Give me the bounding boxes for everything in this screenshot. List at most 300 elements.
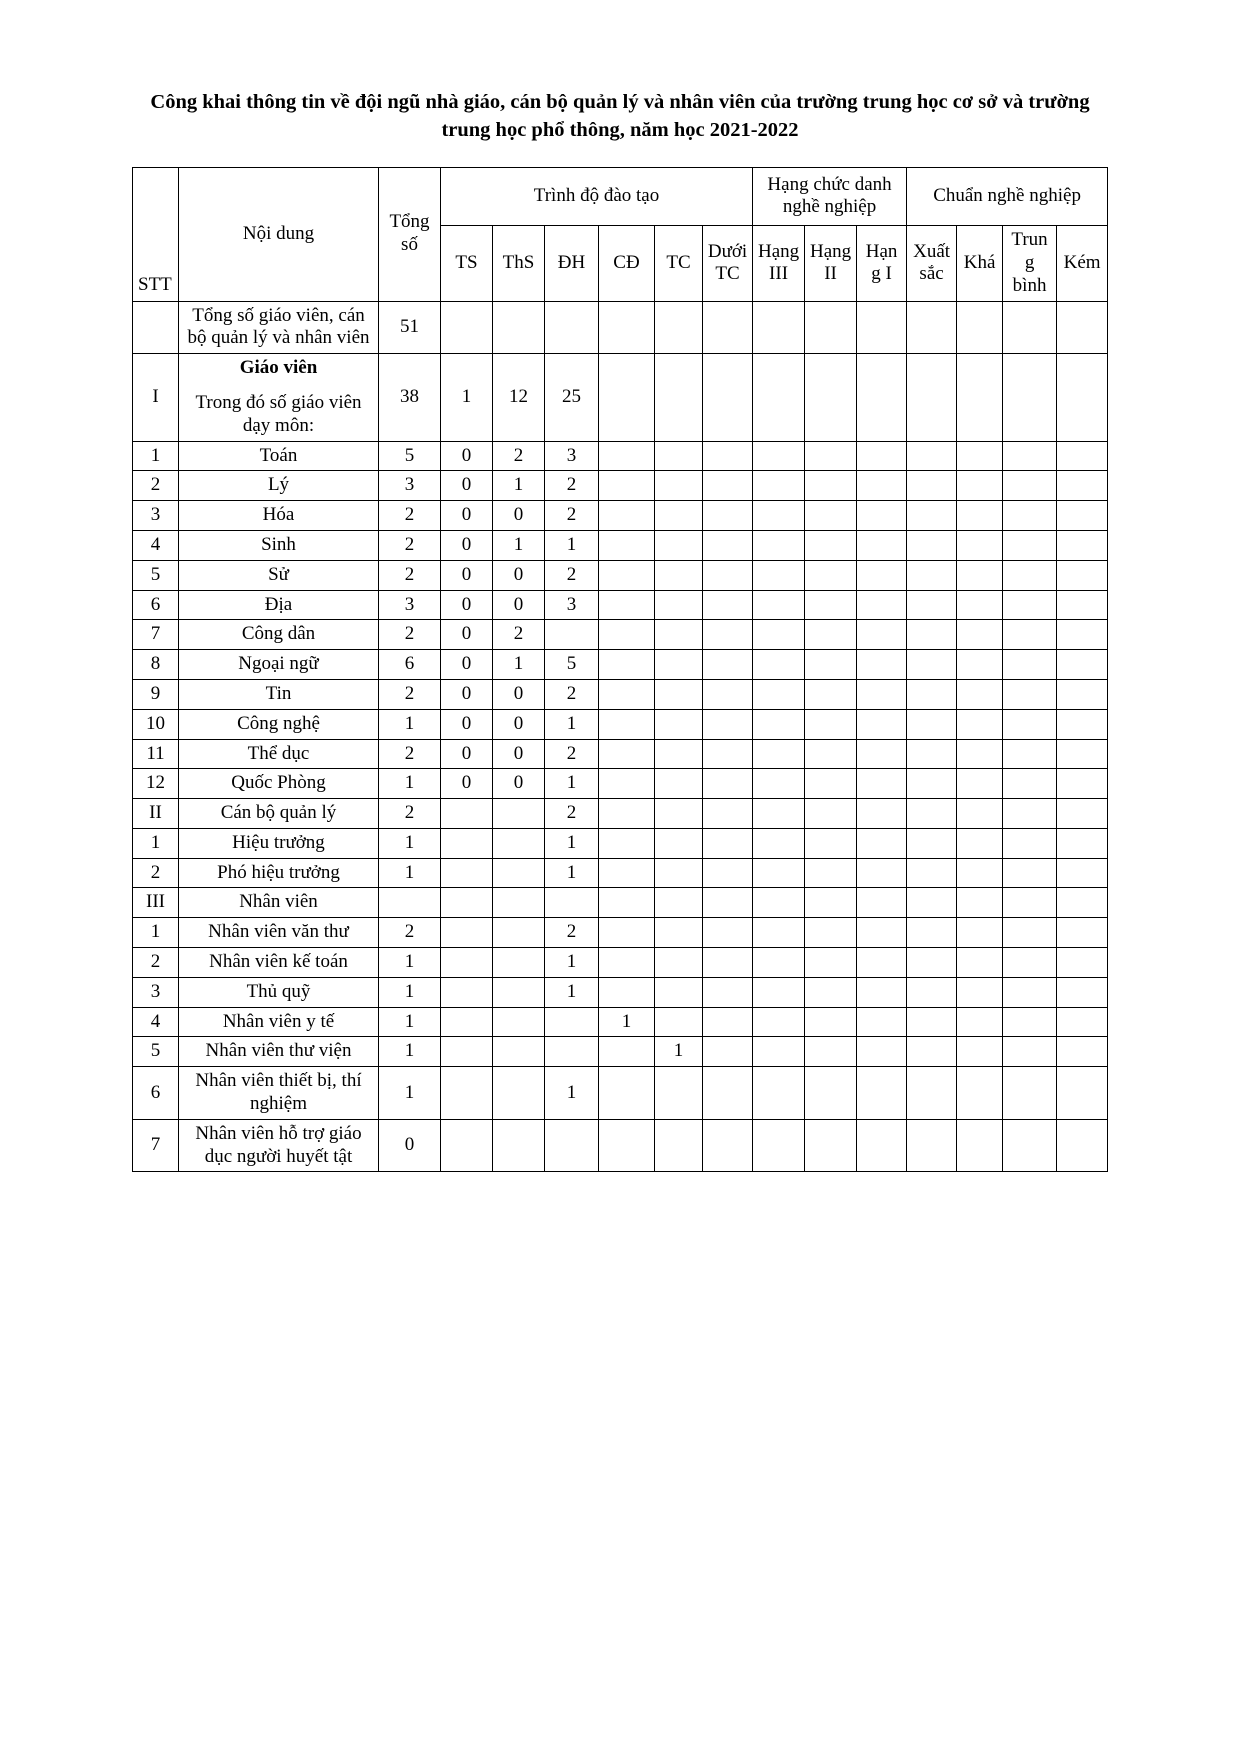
row-cell-hang-ii [805,888,857,918]
row-cell-xuat-sac [907,709,957,739]
row-cell-hang-i [857,769,907,799]
row-cell-cd [599,530,655,560]
row-cell-cd [599,828,655,858]
row-cell-dh: 25 [545,354,599,441]
row-cell-tc [655,590,703,620]
table-row [133,1007,1108,1037]
row-cell-duoi-tc [703,828,753,858]
row-cell-duoi-tc [703,918,753,948]
row-cell-hang-ii [805,769,857,799]
row-cell-tc [655,828,703,858]
row-cell-hang-ii [805,918,857,948]
row-cell-kem [1057,441,1108,471]
row-cell-trung-binh [1003,301,1057,354]
row-cell-trung-binh [1003,918,1057,948]
row-cell-ths [493,1037,545,1067]
row-stt: III [133,888,179,918]
row-cell-hang-iii [753,441,805,471]
row-tong-so: 6 [379,650,441,680]
row-cell-tc [655,739,703,769]
row-cell-ths [493,301,545,354]
row-cell-xuat-sac [907,828,957,858]
row-cell-kha [957,590,1003,620]
row-stt: 1 [133,918,179,948]
row-cell-hang-ii [805,858,857,888]
row-cell-cd [599,620,655,650]
row-cell-hang-i [857,1067,907,1120]
row-cell-ths: 0 [493,679,545,709]
row-cell-kem [1057,948,1108,978]
row-cell-kha [957,888,1003,918]
row-stt: 12 [133,769,179,799]
row-cell-hang-i [857,918,907,948]
row-cell-tc [655,888,703,918]
row-tong-so: 2 [379,799,441,829]
row-label: Nhân viên thư viện [179,1037,379,1067]
row-cell-kem [1057,977,1108,1007]
header-col-hang-ii: Hạng II [805,226,857,301]
row-cell-dh: 1 [545,709,599,739]
row-cell-kha [957,799,1003,829]
row-cell-ts [441,948,493,978]
row-label: Nhân viên [179,888,379,918]
table-row [133,828,1108,858]
row-cell-ths: 2 [493,441,545,471]
row-cell-xuat-sac [907,1067,957,1120]
row-cell-duoi-tc [703,799,753,829]
row-cell-trung-binh [1003,354,1057,441]
row-cell-ts: 0 [441,530,493,560]
row-cell-hang-ii [805,739,857,769]
table-row [133,501,1108,531]
row-cell-hang-ii [805,530,857,560]
row-label: Toán [179,441,379,471]
row-cell-hang-i [857,739,907,769]
row-tong-so: 2 [379,530,441,560]
row-tong-so: 1 [379,977,441,1007]
row-cell-kha [957,354,1003,441]
header-col-duoi-tc: Dưới TC [703,226,753,301]
row-cell-dh [545,1119,599,1172]
table-row [133,769,1108,799]
row-cell-trung-binh [1003,739,1057,769]
row-cell-dh: 2 [545,799,599,829]
header-col-trung-binh: Trung bình [1003,226,1057,301]
row-cell-xuat-sac [907,441,957,471]
table-row [133,650,1108,680]
row-cell-kha [957,471,1003,501]
row-cell-ths: 12 [493,354,545,441]
header-col-xuat-sac: Xuất sắc [907,226,957,301]
table-row [133,1119,1108,1172]
row-cell-hang-ii [805,709,857,739]
row-cell-kha [957,977,1003,1007]
row-cell-dh: 1 [545,858,599,888]
row-cell-hang-ii [805,948,857,978]
row-cell-hang-i [857,620,907,650]
row-label: Công nghệ [179,709,379,739]
row-cell-hang-i [857,530,907,560]
row-cell-cd [599,650,655,680]
row-cell-xuat-sac [907,501,957,531]
row-cell-kha [957,918,1003,948]
row-cell-hang-ii [805,441,857,471]
table-row [133,679,1108,709]
row-cell-xuat-sac [907,679,957,709]
row-cell-cd [599,501,655,531]
table-row [133,441,1108,471]
row-cell-kem [1057,530,1108,560]
row-cell-ts [441,888,493,918]
row-cell-hang-ii [805,501,857,531]
row-cell-hang-ii [805,828,857,858]
row-cell-ths [493,888,545,918]
row-cell-duoi-tc [703,354,753,441]
row-cell-ths [493,948,545,978]
row-tong-so: 1 [379,1007,441,1037]
row-cell-kem [1057,1119,1108,1172]
row-cell-cd [599,739,655,769]
row-cell-kha [957,650,1003,680]
row-cell-cd [599,590,655,620]
row-cell-dh: 2 [545,679,599,709]
row-cell-hang-i [857,354,907,441]
row-cell-cd [599,888,655,918]
row-cell-xuat-sac [907,650,957,680]
row-cell-trung-binh [1003,799,1057,829]
row-stt: 6 [133,1067,179,1120]
table-row [133,948,1108,978]
row-cell-kha [957,620,1003,650]
row-cell-ts: 0 [441,769,493,799]
row-stt: 11 [133,739,179,769]
row-tong-so: 3 [379,471,441,501]
row-cell-hang-ii [805,620,857,650]
row-cell-cd [599,948,655,978]
row-cell-dh: 1 [545,977,599,1007]
row-cell-ths: 0 [493,739,545,769]
row-cell-xuat-sac [907,948,957,978]
row-cell-kha [957,441,1003,471]
row-cell-ts: 0 [441,620,493,650]
row-tong-so: 1 [379,709,441,739]
row-cell-hang-ii [805,1067,857,1120]
row-cell-dh: 2 [545,501,599,531]
table-header [133,167,1108,301]
row-cell-trung-binh [1003,590,1057,620]
row-cell-tc [655,977,703,1007]
row-cell-kha [957,858,1003,888]
row-cell-ts [441,799,493,829]
row-cell-hang-ii [805,301,857,354]
row-cell-hang-i [857,858,907,888]
row-cell-dh: 1 [545,828,599,858]
row-cell-cd [599,354,655,441]
row-stt: 2 [133,858,179,888]
row-cell-ts: 0 [441,560,493,590]
row-cell-hang-i [857,828,907,858]
row-cell-duoi-tc [703,301,753,354]
row-label: Lý [179,471,379,501]
row-cell-duoi-tc [703,590,753,620]
row-cell-tc: 1 [655,1037,703,1067]
row-cell-ts [441,828,493,858]
row-label: Nhân viên kế toán [179,948,379,978]
row-tong-so [379,888,441,918]
row-tong-so: 1 [379,1067,441,1120]
row-cell-ts: 0 [441,739,493,769]
row-cell-dh: 2 [545,560,599,590]
row-cell-ts: 0 [441,501,493,531]
row-cell-dh: 2 [545,471,599,501]
row-cell-dh: 1 [545,1067,599,1120]
row-cell-ths [493,1007,545,1037]
row-label: Nhân viên thiết bị, thí nghiệm [179,1067,379,1120]
row-cell-hang-i [857,471,907,501]
row-cell-kem [1057,769,1108,799]
table-row [133,620,1108,650]
row-label: Nhân viên hỗ trợ giáo dục người huyết tật [179,1119,379,1172]
row-cell-xuat-sac [907,858,957,888]
row-stt: 2 [133,471,179,501]
row-cell-hang-iii [753,888,805,918]
row-cell-duoi-tc [703,620,753,650]
row-cell-hang-iii [753,799,805,829]
row-cell-cd [599,977,655,1007]
row-cell-ths [493,918,545,948]
row-cell-kha [957,1067,1003,1120]
row-label: Hiệu trưởng [179,828,379,858]
row-cell-hang-iii [753,709,805,739]
row-stt: 5 [133,1037,179,1067]
row-label: Phó hiệu trưởng [179,858,379,888]
row-tong-so: 2 [379,560,441,590]
row-label: Ngoại ngữ [179,650,379,680]
row-cell-hang-i [857,888,907,918]
row-cell-ts: 0 [441,441,493,471]
table-row [133,1037,1108,1067]
row-cell-ts [441,918,493,948]
row-cell-duoi-tc [703,679,753,709]
row-stt: 9 [133,679,179,709]
row-label: Quốc Phòng [179,769,379,799]
row-cell-tc [655,858,703,888]
row-cell-kha [957,1007,1003,1037]
row-stt: 3 [133,977,179,1007]
row-cell-hang-iii [753,918,805,948]
header-col-dh: ĐH [545,226,599,301]
table-body [133,301,1108,1172]
row-cell-hang-ii [805,471,857,501]
row-cell-duoi-tc [703,1037,753,1067]
row-cell-duoi-tc [703,858,753,888]
row-cell-hang-ii [805,799,857,829]
row-cell-duoi-tc [703,948,753,978]
row-cell-xuat-sac [907,918,957,948]
header-noi-dung: Nội dung [179,167,379,301]
row-cell-kha [957,530,1003,560]
row-cell-xuat-sac [907,301,957,354]
row-cell-hang-i [857,709,907,739]
row-cell-xuat-sac [907,977,957,1007]
row-stt: 7 [133,1119,179,1172]
row-cell-tc [655,650,703,680]
row-cell-kha [957,1037,1003,1067]
row-cell-duoi-tc [703,1119,753,1172]
row-label: Nhân viên y tế [179,1007,379,1037]
row-stt: II [133,799,179,829]
row-label: Tổng số giáo viên, cán bộ quản lý và nhân viên [179,301,379,354]
row-cell-trung-binh [1003,560,1057,590]
header-col-ts: TS [441,226,493,301]
row-tong-so: 3 [379,590,441,620]
row-cell-hang-i [857,948,907,978]
row-cell-kha [957,948,1003,978]
row-cell-ts: 1 [441,354,493,441]
row-cell-kha [957,501,1003,531]
row-cell-tc [655,354,703,441]
table-row [133,530,1108,560]
row-cell-tc [655,948,703,978]
row-label-primary: Giáo viên [239,357,318,379]
row-cell-cd [599,769,655,799]
row-cell-duoi-tc [703,560,753,590]
row-cell-trung-binh [1003,977,1057,1007]
row-cell-hang-iii [753,301,805,354]
row-cell-hang-iii [753,650,805,680]
row-cell-hang-ii [805,650,857,680]
row-cell-hang-ii [805,1119,857,1172]
row-cell-cd [599,1119,655,1172]
row-stt: 4 [133,530,179,560]
row-cell-duoi-tc [703,530,753,560]
row-cell-tc [655,530,703,560]
page-title: Công khai thông tin về đội ngũ nhà giáo, cán bộ quản lý và nhân viên của trường trung học cơ sở và trường trung học phổ thông, năm học 2021-2022 [150,91,1090,142]
row-cell-cd [599,858,655,888]
row-cell-hang-i [857,650,907,680]
row-cell-duoi-tc [703,769,753,799]
table-row [133,560,1108,590]
row-cell-kha [957,828,1003,858]
row-cell-ths: 0 [493,501,545,531]
row-cell-kem [1057,501,1108,531]
row-tong-so: 0 [379,1119,441,1172]
row-cell-kem [1057,650,1108,680]
row-cell-hang-iii [753,354,805,441]
row-cell-hang-i [857,679,907,709]
row-tong-so: 1 [379,948,441,978]
row-cell-hang-iii [753,620,805,650]
row-cell-duoi-tc [703,501,753,531]
row-cell-hang-iii [753,858,805,888]
row-cell-trung-binh [1003,530,1057,560]
table-row [133,709,1108,739]
row-cell-dh: 2 [545,739,599,769]
row-cell-hang-iii [753,769,805,799]
row-cell-trung-binh [1003,828,1057,858]
row-cell-tc [655,501,703,531]
row-cell-trung-binh [1003,769,1057,799]
row-cell-hang-iii [753,948,805,978]
row-cell-duoi-tc [703,1007,753,1037]
row-cell-kem [1057,354,1108,441]
row-stt: I [133,354,179,441]
row-cell-kha [957,709,1003,739]
row-cell-ts: 0 [441,590,493,620]
row-cell-cd [599,560,655,590]
row-cell-xuat-sac [907,1007,957,1037]
row-cell-trung-binh [1003,501,1057,531]
row-stt [133,301,179,354]
row-cell-trung-binh [1003,471,1057,501]
row-cell-ts [441,1037,493,1067]
row-cell-hang-ii [805,590,857,620]
row-cell-ths: 1 [493,530,545,560]
row-tong-so: 1 [379,858,441,888]
row-cell-kem [1057,471,1108,501]
row-cell-xuat-sac [907,888,957,918]
row-cell-hang-i [857,799,907,829]
row-cell-hang-i [857,441,907,471]
row-tong-so: 51 [379,301,441,354]
row-cell-dh: 3 [545,590,599,620]
row-tong-so: 2 [379,620,441,650]
row-stt: 10 [133,709,179,739]
row-cell-tc [655,441,703,471]
row-cell-xuat-sac [907,471,957,501]
row-cell-kha [957,560,1003,590]
row-cell-hang-ii [805,1037,857,1067]
row-cell-hang-ii [805,679,857,709]
row-cell-tc [655,769,703,799]
header-group-hang-chuc-danh: Hạng chức danh nghề nghiệp [753,167,907,226]
table-row [133,354,1108,441]
row-cell-hang-i [857,1037,907,1067]
row-cell-xuat-sac [907,354,957,441]
row-cell-cd [599,679,655,709]
row-cell-xuat-sac [907,1119,957,1172]
row-cell-ths [493,799,545,829]
row-cell-kem [1057,620,1108,650]
table-row [133,1067,1108,1120]
table-row [133,799,1108,829]
row-cell-kem [1057,1037,1108,1067]
row-cell-hang-iii [753,1067,805,1120]
row-cell-dh: 5 [545,650,599,680]
row-cell-cd [599,799,655,829]
row-stt: 8 [133,650,179,680]
row-cell-duoi-tc [703,441,753,471]
row-cell-duoi-tc [703,471,753,501]
row-cell-dh [545,888,599,918]
row-cell-ths: 2 [493,620,545,650]
row-cell-ths: 0 [493,769,545,799]
row-cell-dh [545,620,599,650]
row-label: Nhân viên văn thư [179,918,379,948]
row-cell-dh: 1 [545,530,599,560]
row-cell-ths: 1 [493,650,545,680]
row-tong-so: 2 [379,501,441,531]
table-row [133,590,1108,620]
table-row [133,858,1108,888]
row-cell-trung-binh [1003,948,1057,978]
row-cell-ths [493,828,545,858]
row-stt: 1 [133,828,179,858]
row-stt: 5 [133,560,179,590]
row-cell-tc [655,1119,703,1172]
row-cell-trung-binh [1003,441,1057,471]
row-cell-hang-iii [753,1119,805,1172]
